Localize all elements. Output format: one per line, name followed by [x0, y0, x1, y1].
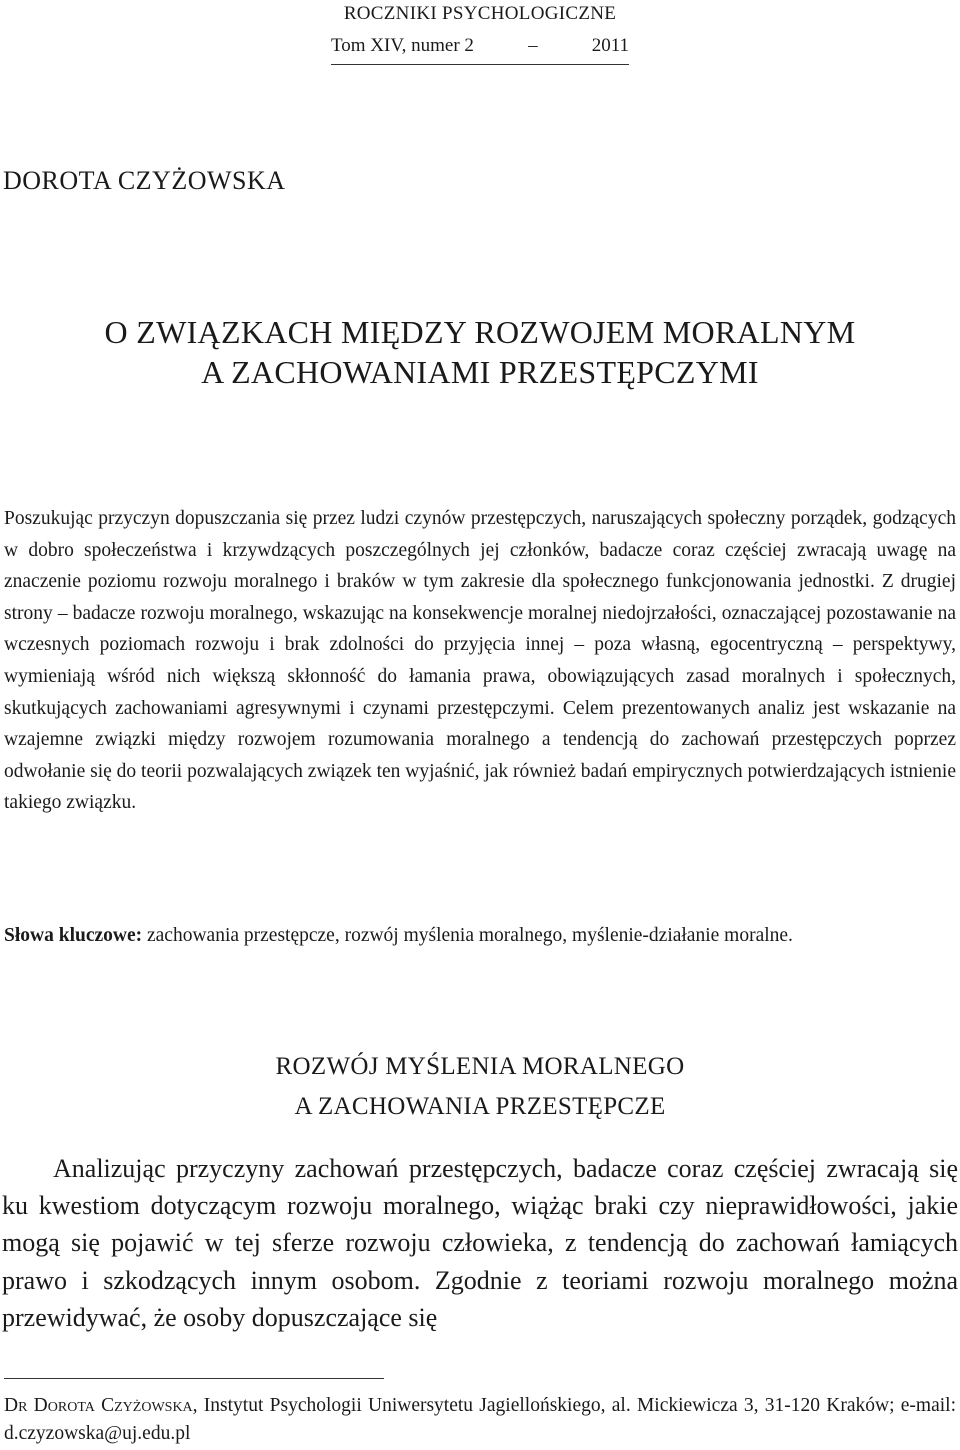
- article-title: [0, 312, 960, 392]
- abstract: Poszukując przyczyn dopuszczania się przez ludzi czynów przestępczych, naruszających społeczny porządek, godzących w dobro społeczeństwa i krzywdzących poszczególnych jej członków, badacze coraz częściej zwracają uwagę na znaczenie poziomu rozwoju moralnego i braków w tym zakresie dla społecznego funkcjonowania jednostki. Z drugiej strony – badacze rozwoju moralnego, wskazując na konsekwencje moralnej niedojrzałości, oznaczającej pozostawanie na wczesnych poziomach rozwoju i brak zdolności do przyjęcia innej – poza własną, egocentryczną – perspektywy, wymieniają wśród nich większą skłonność do łamania prawa, obowiązujących zasad moralnych i społecznych, skutkujących zachowaniami agresywnymi i czynami przestępczymi. Celem prezentowanych analiz jest wskazanie na wzajemne związki między rozwojem rozumowania moralnego a tendencją do zachowań przestępczych poprzez odwołanie się do teorii pozwalających związek ten wyjaśnić, jak również badań empirycznych potwierdzających istnienie takiego związku.: [4, 508, 956, 814]
- section-heading-line-1: ROZWÓJ MYŚLENIA MORALNEGO: [275, 1053, 685, 1080]
- author-name: DOROTA CZYŻOWSKA: [3, 166, 286, 195]
- journal-volume-line: [331, 34, 629, 58]
- keywords-text: zachowania przestępcze, rozwój myślenia moralnego, myślenie-działanie moralne.: [147, 925, 793, 946]
- body-paragraph: [2, 1150, 958, 1336]
- journal-volume: Tom XIV, numer 2: [331, 35, 474, 56]
- journal-header: [331, 0, 629, 65]
- footnote-text: , Instytut Psychologii Uniwersytetu Jagiellońskiego, al. Mickiewicza 3, 31-120 Kraków; e-mail: d.czyzowska@uj.edu.pl: [4, 1395, 956, 1444]
- section-heading: [0, 1047, 960, 1127]
- title-line-2: A ZACHOWANIAMI PRZESTĘPCZYMI: [201, 354, 759, 390]
- journal-name: ROCZNIKI PSYCHOLOGICZNE: [343, 3, 617, 24]
- keywords-label: Słowa kluczowe:: [4, 925, 143, 946]
- body-text: Analizując przyczyny zachowań przestępczych, badacze coraz częściej zwracają się ku kwestiom dotyczącym rozwoju moralnego, wiążąc braki czy nieprawidłowości, jakie mogą się pojawić w tej sferze rozwoju człowieka, z tendencją do zachowań łamiących prawo i szkodzących innym osobom. Zgodnie z teoriami rozwoju moralnego można przewidywać, że osoby dopuszczające się: [2, 1154, 958, 1332]
- footnote-rule: [4, 1378, 384, 1379]
- title-line-1: O ZWIĄZKACH MIĘDZY ROZWOJEM MORALNYM: [104, 314, 856, 350]
- journal-dash: –: [528, 35, 538, 56]
- keywords: [4, 920, 956, 952]
- header-rule: [331, 64, 629, 65]
- journal-year: 2011: [591, 35, 629, 56]
- section-heading-line-2: A ZACHOWANIA PRZESTĘPCZE: [294, 1093, 666, 1120]
- author-footnote: [4, 1392, 956, 1448]
- footnote-author: Dr Dorota Czyżowska: [4, 1395, 193, 1416]
